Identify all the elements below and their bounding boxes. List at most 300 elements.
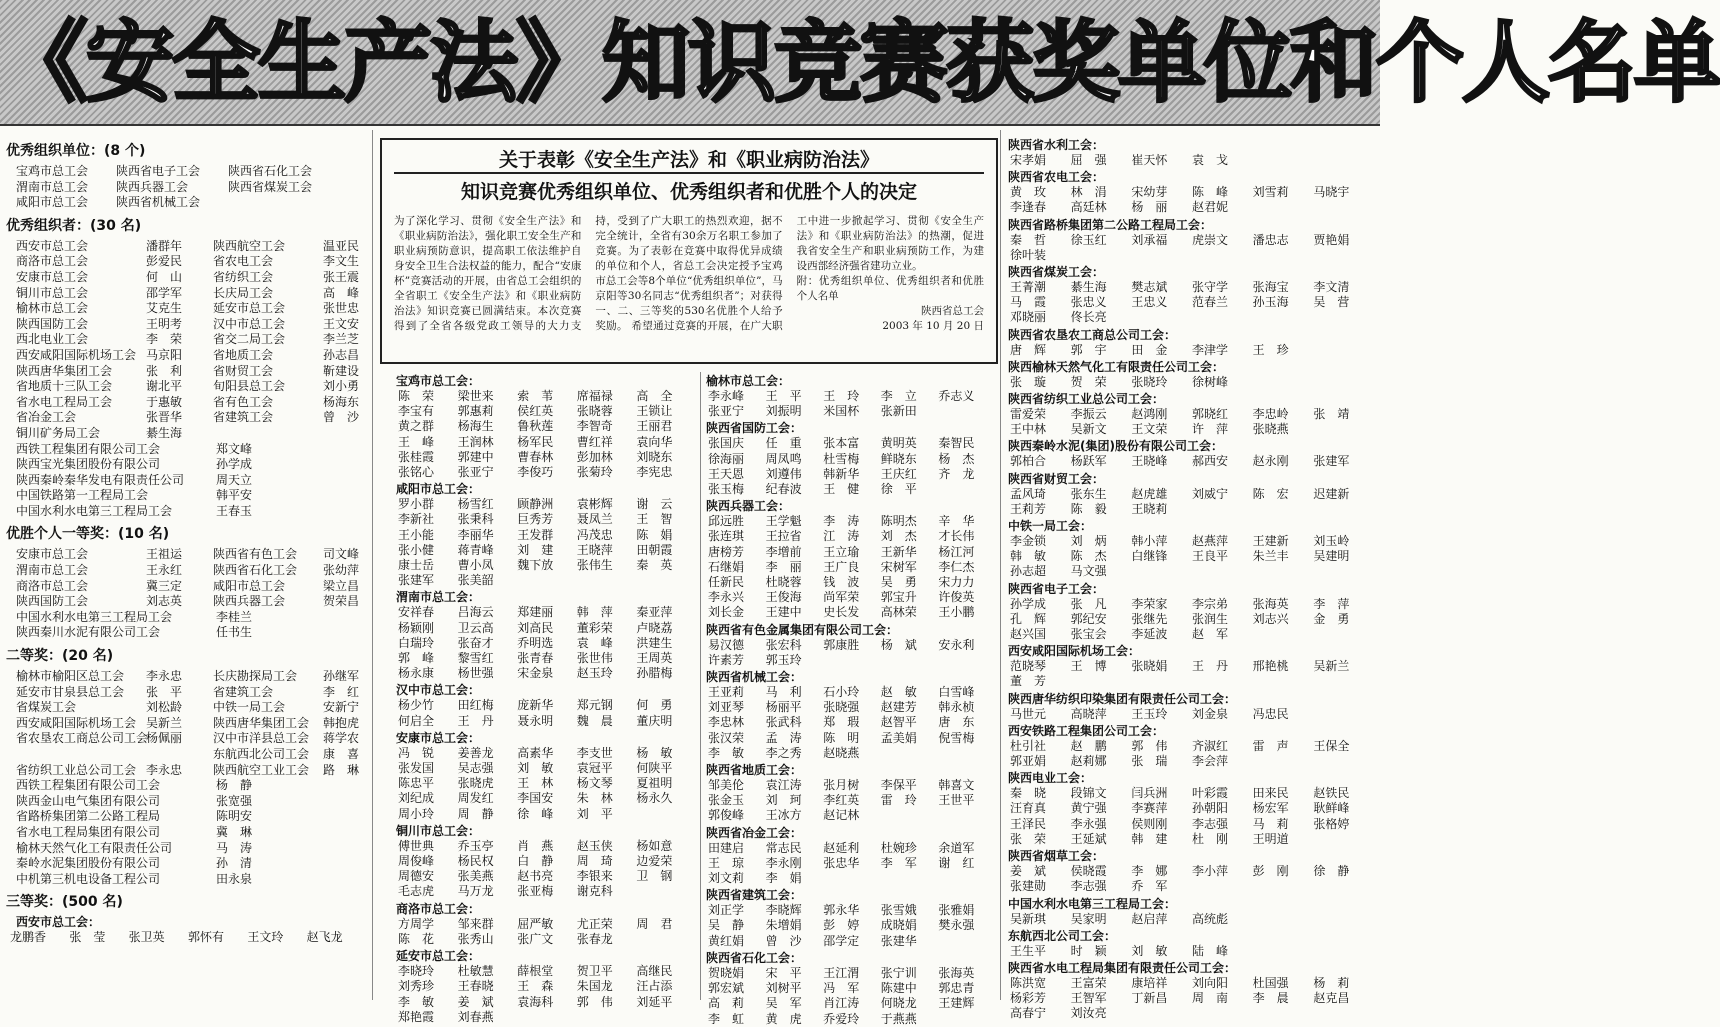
winner-name <box>1253 754 1314 769</box>
list-entry: 省地质工会 <box>213 347 274 362</box>
winner-name: 宋力力 <box>938 575 975 590</box>
winner-name: 李晓玲 <box>398 964 435 979</box>
winner-name: 冯 军 <box>823 981 860 996</box>
winner-name: 张本富 <box>823 436 860 451</box>
list-entry: 陕西航空工会 <box>213 238 286 253</box>
winner-name: 王小能 <box>398 527 435 542</box>
winner-name: 秦 哲 <box>1010 232 1047 247</box>
winner-name: 高春宁 <box>1010 1006 1047 1021</box>
winner-name: 王 丹 <box>457 713 494 728</box>
winner-name <box>636 884 696 899</box>
winner-name: 才长伟 <box>938 529 975 544</box>
award-list-column-3 <box>706 372 996 1027</box>
winner-name: 陈 宏 <box>1252 486 1289 501</box>
winner-name: 陈 明 <box>823 730 860 745</box>
unit-heading: 陕西省有色金属集团有限公司工会： <box>706 622 899 637</box>
unit-heading: 陕西省煤炭工会： <box>1008 265 1105 280</box>
winner-name: 许 萍 <box>1192 422 1229 437</box>
unit-heading: 陕西省电子工会： <box>1008 581 1105 596</box>
winner-name: 郭 伟 <box>1131 738 1168 753</box>
winner-name <box>1192 674 1253 689</box>
name-list <box>1010 707 1374 722</box>
winner-name <box>1313 754 1374 769</box>
winner-name: 杨军民 <box>517 434 554 449</box>
winner-name: 邱远胜 <box>708 514 745 529</box>
winner-name: 尤正荣 <box>576 916 613 931</box>
winner-name: 杨如意 <box>636 838 673 853</box>
winner-name: 王 琼 <box>708 855 745 870</box>
list-entry: 安新宁 <box>323 700 360 715</box>
list-entry: 西北电业工会 <box>16 332 89 347</box>
winner-name: 陈建中 <box>880 981 917 996</box>
winner-name: 赵启萍 <box>1131 911 1168 926</box>
winner-name: 易汉德 <box>708 637 745 652</box>
winner-name: 赵兴国 <box>1010 627 1047 642</box>
winner-name: 李志强 <box>1192 816 1229 831</box>
winner-name: 吴新琪 <box>1010 911 1047 926</box>
winner-name: 杨跃军 <box>1070 454 1107 469</box>
winner-name: 王晓萍 <box>576 542 613 557</box>
winner-name: 宋金泉 <box>517 666 554 681</box>
unit-heading: 陕西省水利工会： <box>1008 138 1105 152</box>
unit-heading: 西安铁路工程集团公司工会： <box>1008 723 1165 738</box>
name-list <box>708 903 996 949</box>
winner-name: 袁海科 <box>517 994 554 1009</box>
winner-name: 徐 峰 <box>517 806 554 821</box>
list-entry: 张王震 <box>323 269 360 284</box>
unit-heading: 汉中市总工会： <box>396 683 481 698</box>
name-list <box>708 436 996 497</box>
winner-name: 张小健 <box>398 542 435 557</box>
winner-name: 朱增娟 <box>765 918 802 933</box>
list-entry: 安康市总工会 <box>16 547 89 562</box>
winner-name: 张秀山 <box>457 931 494 946</box>
winner-name: 王新华 <box>880 544 917 559</box>
list-entry: 省煤炭工会 <box>16 700 77 715</box>
list-entry: 綦生海 <box>146 425 183 440</box>
list-entry: 榆林天然气化工有限责任公司 <box>16 840 173 855</box>
winner-name <box>1313 912 1374 927</box>
list-entry: 陕西航空工业工会 <box>213 762 310 777</box>
winner-name: 秦 晓 <box>1010 786 1047 801</box>
winner-name: 王锁让 <box>636 404 673 419</box>
name-list <box>1010 375 1374 390</box>
winner-name: 彭 刚 <box>1252 864 1289 879</box>
list-entry: 陕西宝光集团股份有限公司 <box>16 457 161 472</box>
list-entry: 安康市总工会 <box>16 269 89 284</box>
name-list <box>1010 534 1374 580</box>
column-divider <box>700 372 701 1000</box>
name-list <box>708 966 996 1027</box>
winner-name: 郭玉玲 <box>765 652 802 667</box>
winner-name: 孙玉海 <box>1252 295 1289 310</box>
name-list <box>1010 944 1374 959</box>
list-entry: 延安市甘泉县总工会 <box>16 684 125 699</box>
winner-name <box>1313 674 1374 689</box>
winner-name <box>938 871 996 886</box>
winner-name: 张 荣 <box>1010 831 1047 846</box>
winner-name <box>1131 310 1192 325</box>
winner-name: 邹来群 <box>457 916 494 931</box>
winner-name: 韩喜文 <box>938 778 975 793</box>
winner-name <box>1131 674 1192 689</box>
list-entry: 李永忠 <box>146 762 183 777</box>
winner-name: 屈严敏 <box>517 916 554 931</box>
winner-name: 王江渭 <box>823 965 860 980</box>
unit-heading: 陕西唐华纺织印染集团有限责任公司工会： <box>1008 691 1237 706</box>
winner-name: 朱 林 <box>576 791 613 806</box>
winner-name: 赵玉玲 <box>576 666 613 681</box>
winner-name: 王冰方 <box>765 808 802 823</box>
winner-name: 陈 荣 <box>398 389 435 403</box>
winner-name: 张奋才 <box>457 635 494 650</box>
winner-name <box>1313 627 1374 642</box>
winner-name: 乔明选 <box>517 635 554 650</box>
winner-name: 吴 营 <box>1313 295 1350 310</box>
winner-name: 张雅娟 <box>938 903 975 918</box>
title-rule <box>394 172 984 174</box>
winner-name: 韩小萍 <box>1131 534 1168 549</box>
winner-name: 马世元 <box>1010 706 1047 721</box>
winner-name: 刘高民 <box>517 620 554 635</box>
list-entry: 周天立 <box>216 472 253 487</box>
winner-name: 张新田 <box>880 404 917 419</box>
winner-name: 刘金泉 <box>1192 706 1229 721</box>
winner-name: 雷 玲 <box>880 793 917 808</box>
winner-name: 樊永强 <box>938 918 975 933</box>
winner-name: 姜 斌 <box>1010 864 1047 879</box>
winner-name: 王智军 <box>1070 991 1107 1006</box>
name-list <box>398 605 696 681</box>
winner-name: 马文强 <box>1070 564 1107 579</box>
winner-name <box>1313 422 1374 437</box>
list-entry: 孙学成 <box>216 457 253 472</box>
winner-name: 郭亚娟 <box>1010 754 1047 769</box>
winner-name: 高 全 <box>636 389 673 403</box>
name-list <box>1010 407 1374 437</box>
winner-name: 张海英 <box>1252 596 1289 611</box>
units-grid <box>16 164 366 211</box>
winner-name: 吴家明 <box>1070 911 1107 926</box>
list-entry: 省水电工程局集团有限公司 <box>16 824 161 839</box>
list-entry: 蒋学农 <box>323 731 360 746</box>
winner-name: 袁江涛 <box>765 778 802 793</box>
unit-heading: 陕西省财贸工会： <box>1008 471 1105 486</box>
winner-name <box>1253 944 1314 959</box>
notice-signature: 陕西省总工会 <box>920 305 984 317</box>
winner-name: 田 金 <box>1131 342 1168 357</box>
winner-name: 赵智平 <box>880 715 917 730</box>
list-entry: 赵飞龙 <box>306 930 343 945</box>
unit-heading: 陕西省石化工会： <box>706 950 803 965</box>
unit-heading: 中铁一局工会： <box>1008 519 1093 534</box>
winner-name <box>1313 879 1374 894</box>
list-entry: 铜川市总工会 <box>16 285 89 300</box>
list-entry: 省路桥集团第二公路工程局 <box>16 809 161 824</box>
list-entry: 铜川矿务局工会 <box>16 425 101 440</box>
list-entry: 陈明安 <box>216 809 253 824</box>
list-entry: 田永泉 <box>216 871 253 886</box>
list-entry: 张 莹 <box>69 930 106 945</box>
winner-name: 张 靖 <box>1313 407 1350 422</box>
unit-heading: 安康市总工会： <box>396 730 481 745</box>
notice-paragraph: 希望通过竞赛的开展，在广大职工中进一步掀起学习、贯彻《安全生产法》和《职业病防治法》的热潮，促进我省安全生产和职业病预防工作，为建设西部经济强省建功立业。 <box>631 215 984 332</box>
winner-name <box>1192 564 1253 579</box>
winner-name <box>1313 248 1374 263</box>
winner-name: 吴新文 <box>1070 422 1107 437</box>
list-entry: 杨海东 <box>323 394 360 409</box>
winner-name: 张国庆 <box>708 436 745 451</box>
winner-name: 郭纪安 <box>1070 611 1107 626</box>
winner-name: 王 珍 <box>1252 342 1289 357</box>
list-entry: 省财贸工会 <box>213 363 274 378</box>
list-entry: 李文生 <box>323 254 360 269</box>
winner-name: 王富荣 <box>1070 975 1107 990</box>
winner-name: 綦生海 <box>1070 280 1107 295</box>
winner-name: 辛 华 <box>938 514 975 529</box>
section-heading: 二等奖：(20 名) <box>6 648 114 665</box>
winner-name: 安永利 <box>938 637 975 652</box>
winner-name: 刘延平 <box>636 994 673 1009</box>
winner-name: 王明道 <box>1252 831 1289 846</box>
list-entry: 马 涛 <box>216 840 253 855</box>
winner-name: 王广良 <box>823 559 860 574</box>
winner-name: 李 娜 <box>1131 864 1168 879</box>
winner-name: 佟长亮 <box>1070 310 1107 325</box>
list-entry: 孙继军 <box>323 669 360 684</box>
winner-name: 钱 波 <box>823 575 860 590</box>
winner-name: 李忠林 <box>708 715 745 730</box>
winner-name: 高素华 <box>517 745 554 760</box>
winner-name: 林 涓 <box>1070 185 1107 200</box>
winner-name: 陈 花 <box>398 931 435 946</box>
notice-date: 2003 年 10 月 20 日 <box>882 320 984 332</box>
winner-name <box>517 1010 577 1025</box>
winner-name: 尚军荣 <box>823 590 860 605</box>
winner-name <box>1131 248 1192 263</box>
winner-name: 李国安 <box>517 791 554 806</box>
winner-name: 王 智 <box>636 512 673 527</box>
name-list <box>708 778 996 824</box>
winner-name: 孟风琦 <box>1010 486 1047 501</box>
list-entry: 韩平安 <box>216 488 253 503</box>
winner-name <box>938 934 996 949</box>
list-entry: 陕西省机械工会 <box>116 195 201 210</box>
winner-name: 黄明英 <box>880 436 917 451</box>
winner-name: 蒋青峰 <box>457 542 494 557</box>
winner-name: 李 晨 <box>1252 991 1289 1006</box>
winner-name: 李俊巧 <box>517 465 554 480</box>
winner-name: 吕海云 <box>457 605 494 620</box>
winner-name: 张玉梅 <box>708 482 745 497</box>
winner-name: 张格婷 <box>1313 816 1350 831</box>
award-list-column-2 <box>396 372 696 1025</box>
winner-name: 康培祥 <box>1131 975 1168 990</box>
winner-name: 乔玉亭 <box>457 838 494 853</box>
list-entry: 吴新兰 <box>146 715 183 730</box>
unit-heading: 铜川市总工会： <box>396 823 481 838</box>
list-entry: 陕西省电子工会 <box>116 164 201 178</box>
unit-heading: 陕西省地质工会： <box>706 763 803 778</box>
list-entry: 陕西唐华集团工会 <box>213 715 310 730</box>
winner-name: 田红梅 <box>457 698 494 713</box>
winner-name: 张建勋 <box>1010 879 1047 894</box>
winner-name: 唐榜芳 <box>708 544 745 559</box>
notice-subtitle: 知识竞赛优秀组织单位、优秀组织者和优胜个人的决定 <box>460 181 917 203</box>
list-entry: 陕西省石化工会 <box>228 164 313 178</box>
unit-heading: 陕西省国防工会： <box>706 421 803 436</box>
winner-name: 刘承福 <box>1131 232 1168 247</box>
name-list <box>398 746 696 822</box>
unit-heading: 西安咸阳国际机场工会： <box>1008 644 1141 659</box>
winner-name: 王建新 <box>1252 534 1289 549</box>
winner-name <box>1253 564 1314 579</box>
winner-name: 雷 声 <box>1252 738 1289 753</box>
winner-name: 王忠义 <box>1131 295 1168 310</box>
list-entry: 陕西国防工会 <box>16 594 89 609</box>
unit-heading: 陕西电业工会： <box>1008 771 1093 786</box>
unit-heading: 陕西兵器工会： <box>706 499 791 514</box>
list-entry: 路 琳 <box>323 762 360 777</box>
winner-name: 赵永刚 <box>1252 454 1289 469</box>
winner-name: 徐树峰 <box>1192 374 1229 389</box>
winner-name: 高廷林 <box>1070 200 1107 215</box>
winner-name: 周凤鸣 <box>765 451 802 466</box>
name-list <box>1010 454 1374 469</box>
list-entry <box>16 747 146 763</box>
winner-name <box>1313 944 1374 959</box>
winner-name: 常志民 <box>765 840 802 855</box>
winner-name: 郭柏合 <box>1010 454 1047 469</box>
winner-name: 高 莉 <box>708 996 745 1011</box>
winner-name: 石小玲 <box>823 685 860 700</box>
winner-name: 陆 峰 <box>1192 943 1229 958</box>
winner-name: 姜善龙 <box>457 745 494 760</box>
unit-heading: 陕西省路桥集团第二公路工程局工会： <box>1008 217 1213 232</box>
list-entry: 省地质十三队工会 <box>16 379 113 394</box>
winner-name: 韩 萍 <box>576 605 613 620</box>
winner-name: 陈 毅 <box>1070 501 1107 516</box>
winner-name: 许素芳 <box>708 652 745 667</box>
winner-name: 彭 婷 <box>823 918 860 933</box>
winner-name: 庞新华 <box>517 698 554 713</box>
section-heading: 优胜个人一等奖：(10 名) <box>6 526 170 543</box>
winner-name: 刘玉岭 <box>1313 534 1350 549</box>
list-entry: 何 山 <box>146 269 183 284</box>
winner-name <box>1192 1006 1253 1021</box>
winner-name: 韩 敏 <box>1010 549 1047 564</box>
winner-name: 邵学定 <box>823 933 860 948</box>
winner-name: 冯茂忠 <box>576 527 613 542</box>
winner-name: 赵玉侠 <box>576 838 613 853</box>
winner-name: 赵铁民 <box>1313 786 1350 801</box>
winner-name: 徐 静 <box>1313 864 1350 879</box>
winner-name: 韩 建 <box>1131 831 1168 846</box>
winner-name: 李永峰 <box>708 389 745 403</box>
winner-name: 张亚梅 <box>517 884 554 899</box>
name-list <box>1010 343 1374 358</box>
name-list <box>398 964 696 1025</box>
list-entry: 刘志英 <box>146 594 183 609</box>
award-list-column-1 <box>6 136 366 946</box>
winner-name: 杜婉珍 <box>880 840 917 855</box>
winner-name: 闫兵洲 <box>1131 786 1168 801</box>
list-entry: 张卫英 <box>128 930 165 945</box>
list-entry: 中铁一局工会 <box>213 700 286 715</box>
list-entry: 杨佩丽 <box>146 731 183 746</box>
winner-name <box>823 871 881 886</box>
list-entry: 张宽强 <box>216 793 253 808</box>
winner-name: 秦智民 <box>938 436 975 451</box>
winner-name: 黄 虎 <box>765 1011 802 1026</box>
winner-name: 贺晓娟 <box>708 965 745 980</box>
winner-name: 崔天怀 <box>1131 153 1168 167</box>
winner-name: 马晓宇 <box>1313 185 1350 200</box>
list-entry: 陕西省煤炭工会 <box>228 179 313 194</box>
winner-name: 于燕燕 <box>880 1011 917 1026</box>
list-entry: 渭南市总工会 <box>16 179 89 194</box>
winner-name: 雷爱荣 <box>1010 407 1047 422</box>
winner-name: 杨丽平 <box>765 700 802 715</box>
list-entry: 龙鹏香 <box>10 930 47 945</box>
list-entry: 郭怀有 <box>187 930 224 945</box>
winner-name: 张菊玲 <box>576 465 613 480</box>
winner-name: 王 平 <box>765 389 802 403</box>
winner-name: 李赛萍 <box>1131 801 1168 816</box>
winner-name: 郭宝升 <box>880 590 917 605</box>
winner-name: 王中林 <box>1010 422 1047 437</box>
winner-name: 宋孝娟 <box>1010 153 1047 167</box>
winner-name: 耿鲜峰 <box>1313 801 1350 816</box>
list-entry: 孙 清 <box>216 856 253 871</box>
winner-name: 李智奇 <box>576 419 613 434</box>
winner-name: 黄 玫 <box>1010 185 1047 200</box>
winner-name: 刘振明 <box>765 404 802 419</box>
winner-name: 王菁潮 <box>1010 280 1047 295</box>
unit-heading: 陕西秦岭水泥(集团)股份有限公司工会： <box>1008 439 1223 454</box>
list-entry: 潘群年 <box>146 238 183 253</box>
winner-name: 梁世来 <box>457 389 494 403</box>
winner-name: 史长发 <box>823 605 860 620</box>
winner-name: 乔爱玲 <box>823 1011 860 1026</box>
winner-name: 宋树军 <box>880 559 917 574</box>
winner-name: 周 君 <box>636 916 673 931</box>
winner-name: 张铭心 <box>398 465 435 480</box>
winner-name: 杨世强 <box>457 666 494 681</box>
winner-name: 赵书亮 <box>517 869 554 884</box>
unit-heading: 中国水利水电第三工程局工会： <box>1008 896 1177 911</box>
name-list <box>1010 864 1374 894</box>
winner-name: 李晓辉 <box>765 903 802 918</box>
list-entry: 梁立昌 <box>323 578 360 593</box>
winner-name: 郑艳霞 <box>398 1009 435 1024</box>
winner-name <box>1313 375 1374 390</box>
winner-name: 张晓娟 <box>1131 659 1168 674</box>
name-list <box>398 698 696 728</box>
winner-name: 江 涛 <box>823 529 860 544</box>
winner-name: 周发红 <box>457 791 494 806</box>
winner-name: 张海英 <box>938 965 975 980</box>
winner-name <box>1253 627 1314 642</box>
list-entry: 西铁工程集团有限公司工会 <box>16 441 161 456</box>
winner-name: 赵虎雄 <box>1131 486 1168 501</box>
list-entry: 汉中市洋县总工会 <box>213 731 310 746</box>
winner-name: 袁向华 <box>636 434 673 449</box>
winner-name: 李 敏 <box>708 745 745 760</box>
winner-name: 张宏科 <box>765 637 802 652</box>
name-list <box>1010 185 1374 215</box>
winner-name <box>938 482 996 497</box>
